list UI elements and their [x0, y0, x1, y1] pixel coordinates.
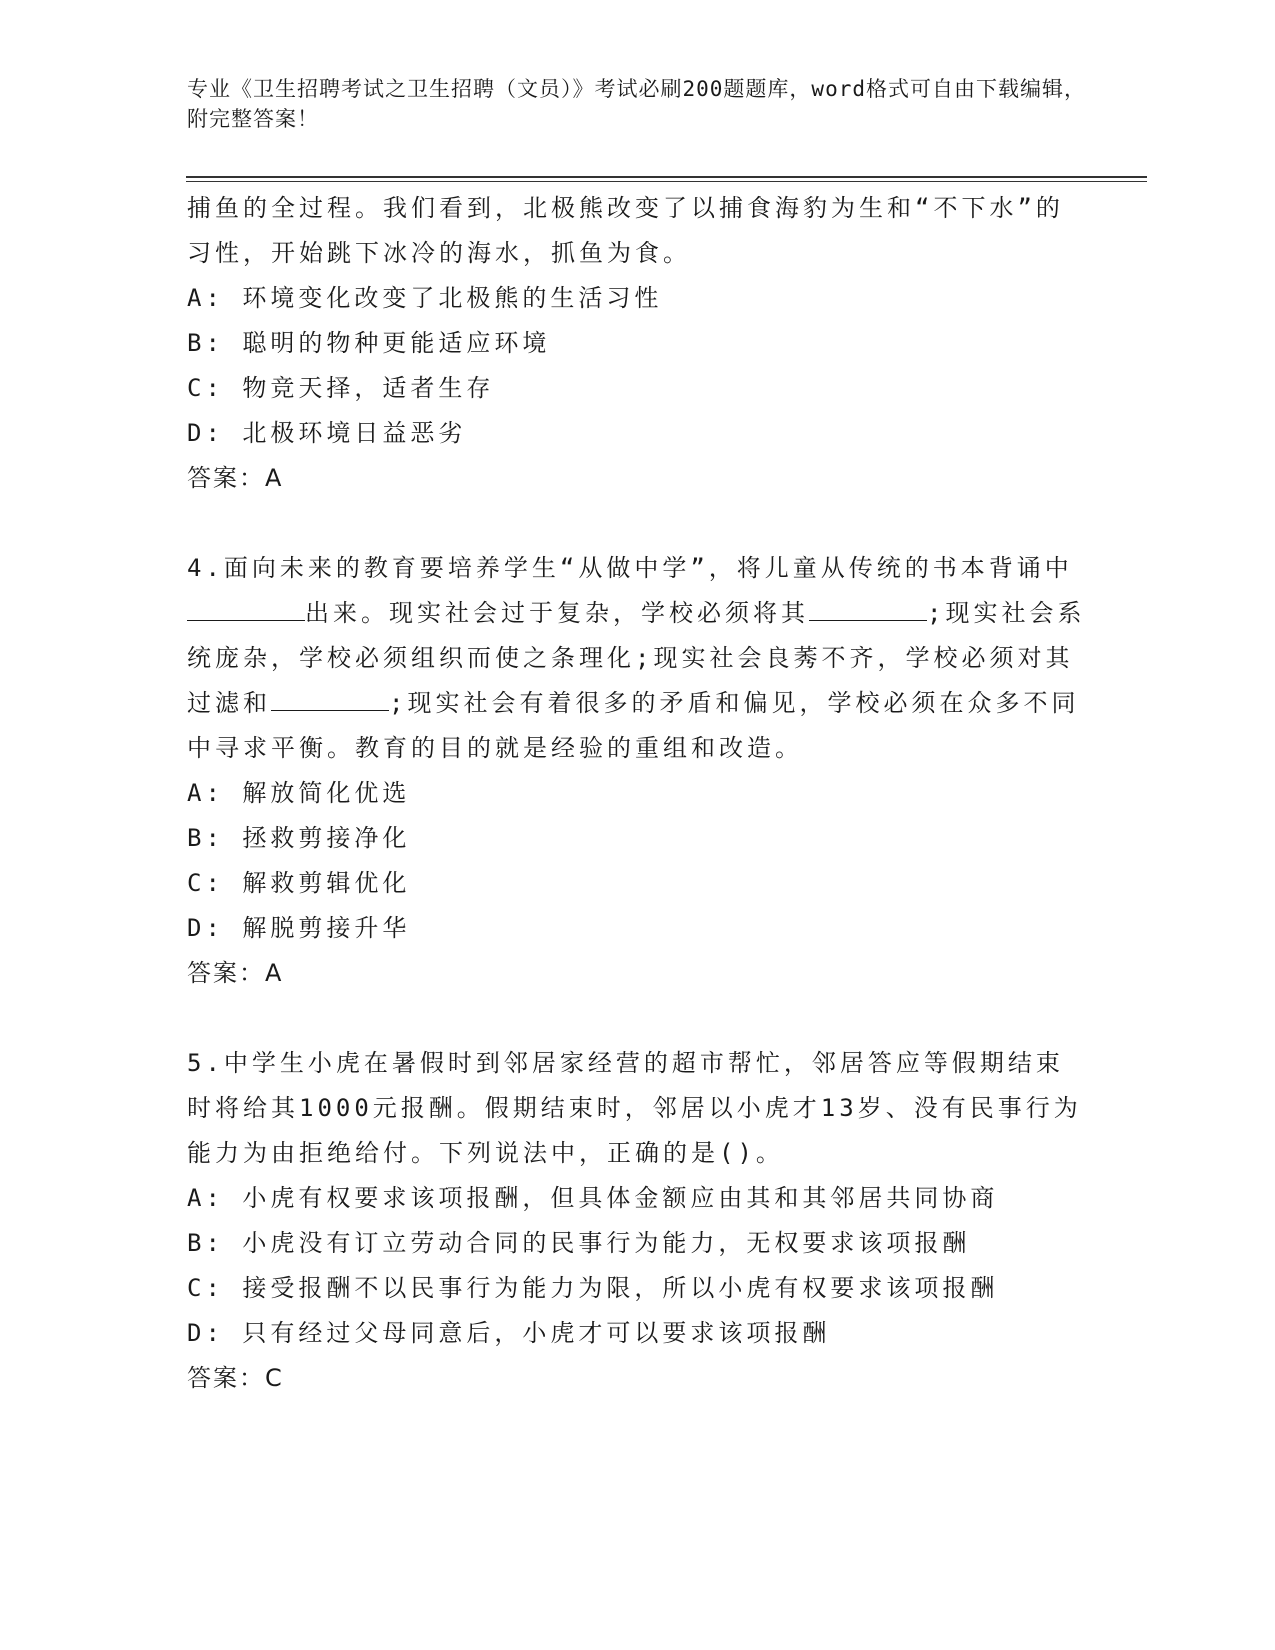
- fill-blank-3: [271, 688, 389, 711]
- header-rule-thick: [186, 176, 1147, 178]
- fill-blank-2: [809, 598, 927, 621]
- question-4-answer: 答案：A: [187, 959, 284, 987]
- question-5-answer: 答案：C: [187, 1364, 284, 1392]
- question-5-option-a: A: 小虎有权要求该项报酬，但具体金额应由其和其邻居共同协商: [187, 1184, 999, 1212]
- question-5-text: 5.中学生小虎在暑假时到邻居家经营的超市帮忙，邻居答应等假期结束时将给其1000元报酬。假期结束时，邻居以小虎才13岁、没有民事行为能力为由拒绝给付。下列说法中，正确的是()。: [187, 1049, 1082, 1167]
- question-4: [187, 546, 1087, 996]
- question-5-option-d: D: 只有经过父母同意后，小虎才可以要求该项报酬: [187, 1319, 831, 1347]
- question-4-option-c: C: 解救剪辑优化: [187, 869, 411, 897]
- question-3-option-d: D: 北极环境日益恶劣: [187, 419, 467, 447]
- question-4-option-b: B: 拯救剪接净化: [187, 824, 411, 852]
- question-4-text-part-4: ;现实社会有着很多的矛盾和偏见，学校必须在众多不同中寻求平衡。教育的目的就是经验的重组和改造。: [187, 689, 1080, 762]
- question-4-text-part-1: 4.面向未来的教育要培养学生“从做中学”，将儿童从传统的书本背诵中: [187, 554, 1073, 582]
- question-4-option-d: D: 解脱剪接升华: [187, 914, 411, 942]
- question-3-text: 捕鱼的全过程。我们看到，北极熊改变了以捕食海豹为生和“不下水”的习性，开始跳下冰冷的海水，抓鱼为食。: [187, 194, 1064, 267]
- question-4-text: [187, 546, 1087, 771]
- question-3-option-a: A: 环境变化改变了北极熊的生活习性: [187, 284, 663, 312]
- question-3-option-c: C: 物竞天择，适者生存: [187, 374, 495, 402]
- question-5-option-c: C: 接受报酬不以民事行为能力为限，所以小虎有权要求该项报酬: [187, 1274, 999, 1302]
- spacer: [187, 501, 1087, 546]
- question-4-option-a: A: 解放简化优选: [187, 779, 411, 807]
- question-3: [187, 186, 1087, 501]
- document-body: [187, 186, 1087, 1401]
- spacer: [187, 996, 1087, 1041]
- document-header: 专业《卫生招聘考试之卫生招聘（文员）》考试必刷200题题库，word格式可自由下载编辑，附完整答案！: [187, 77, 1086, 131]
- question-5-option-b: B: 小虎没有订立劳动合同的民事行为能力，无权要求该项报酬: [187, 1229, 971, 1257]
- question-5: [187, 1041, 1087, 1401]
- question-4-text-part-3: ;现实社会系统庞杂，学校必须组织而使之条理化;现实社会良莠不齐，学校必须对其过滤和: [187, 599, 1086, 717]
- header-rule-thin: [186, 181, 1147, 182]
- question-4-text-part-2: 出来。现实社会过于复杂，学校必须将其: [305, 599, 809, 627]
- fill-blank-1: [187, 598, 305, 621]
- question-3-option-b: B: 聪明的物种更能适应环境: [187, 329, 551, 357]
- question-3-answer: 答案：A: [187, 464, 284, 492]
